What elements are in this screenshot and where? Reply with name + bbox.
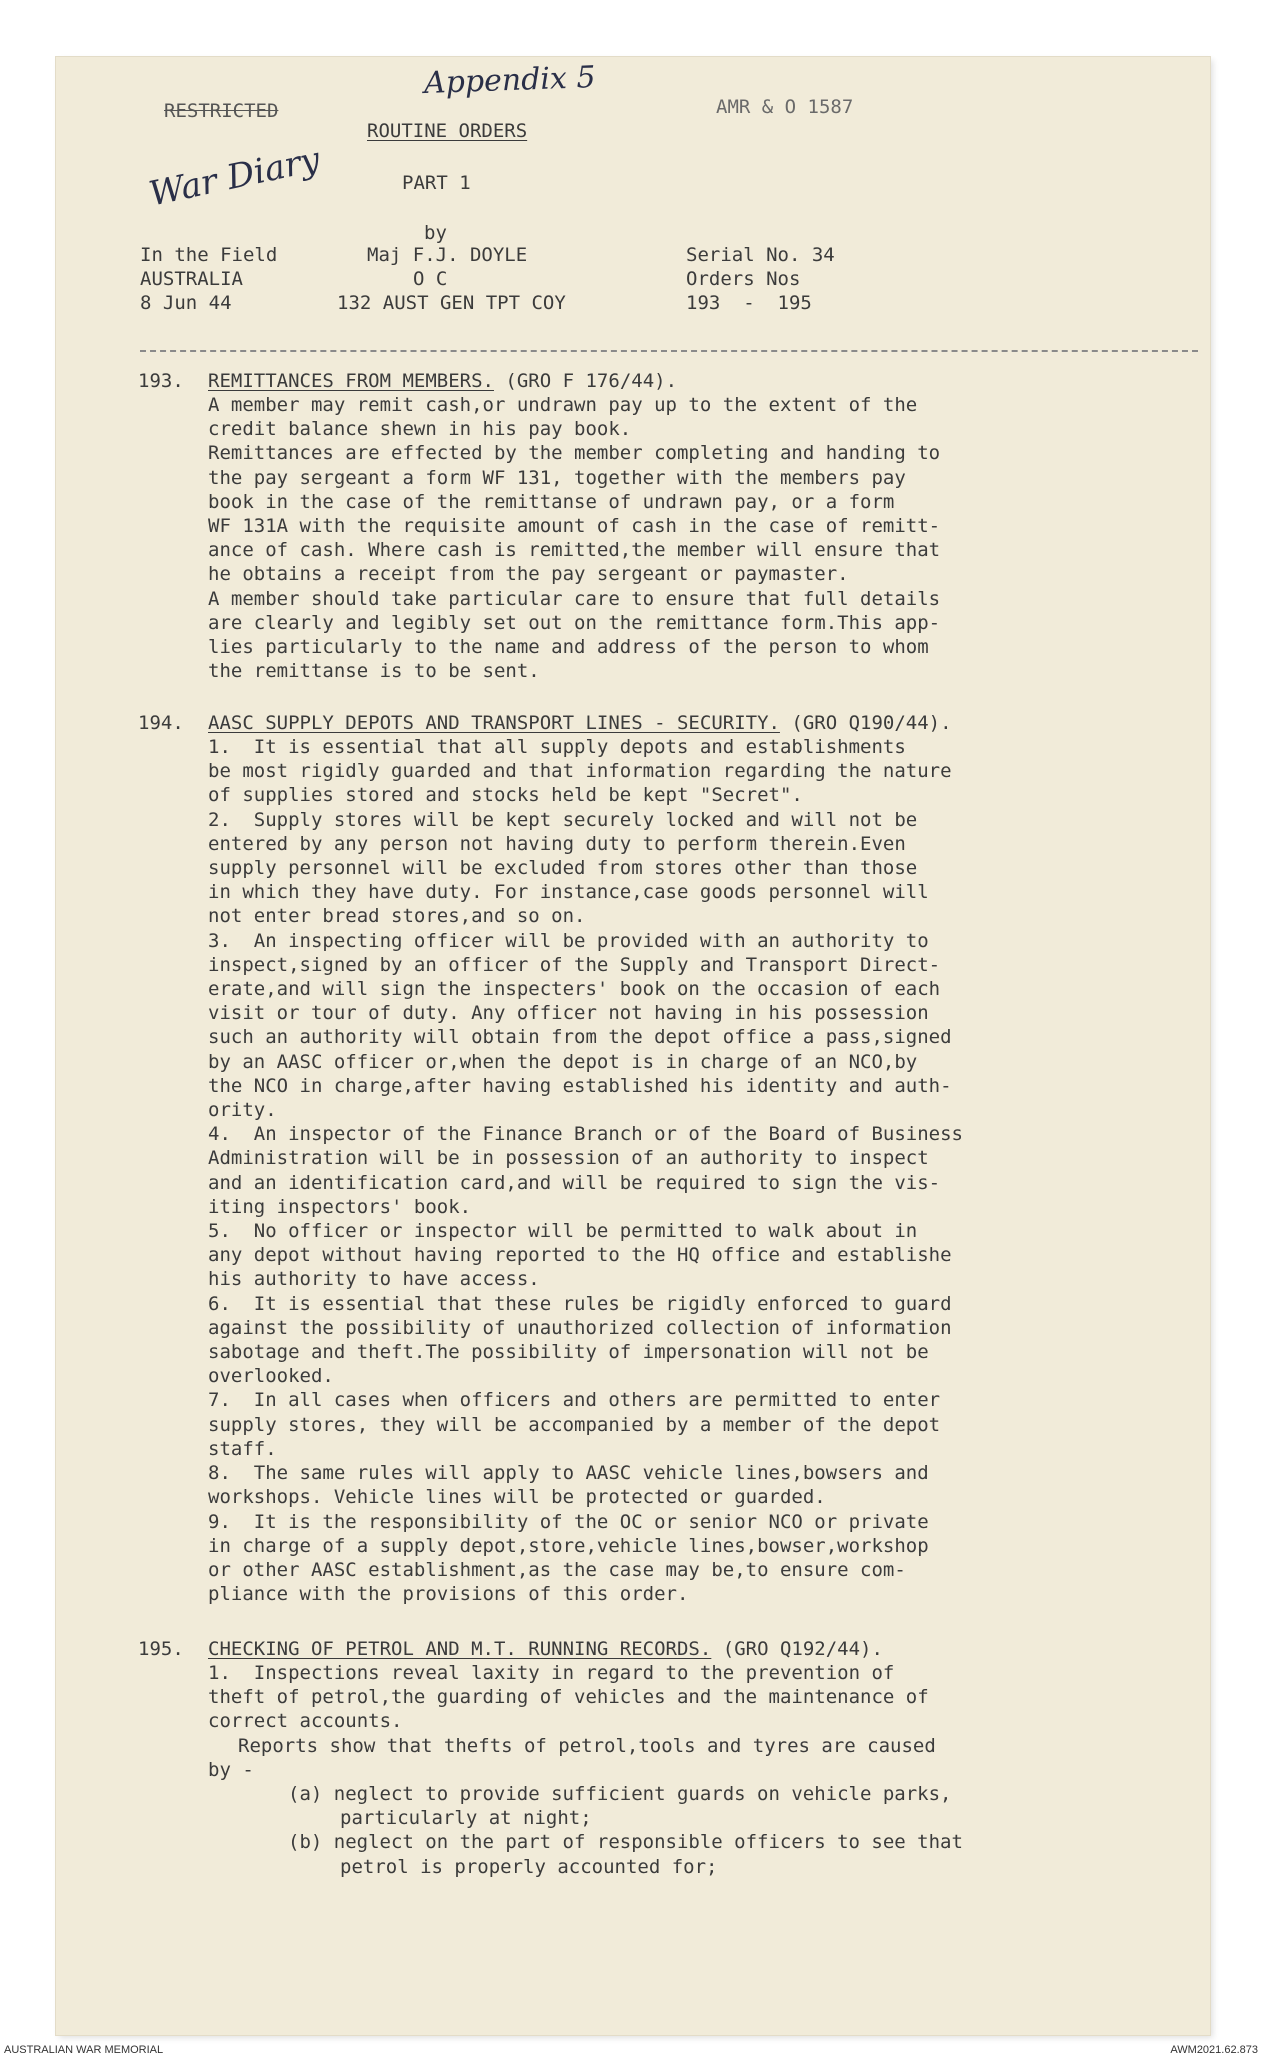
body-line: and an identification card,and will be required to sign the vis- bbox=[208, 1171, 941, 1194]
order-reference: (GRO Q192/44). bbox=[711, 1638, 883, 1660]
list-item-label: (a) bbox=[288, 1783, 323, 1806]
handwritten-war-diary: War Diary bbox=[145, 139, 324, 215]
header-divider bbox=[140, 350, 1198, 352]
body-line: by - bbox=[208, 1758, 254, 1781]
body-line: entered by any person not having duty to perform therein.Even bbox=[208, 832, 906, 855]
order-number: 195. bbox=[138, 1638, 184, 1660]
body-line: book in the case of the remittanse of undrawn pay, or a form bbox=[208, 490, 895, 513]
body-line: inspect,signed by an officer of the Supply and Transport Direct- bbox=[208, 953, 941, 976]
orders-label: Orders Nos bbox=[686, 268, 801, 290]
order-title bbox=[208, 1637, 883, 1661]
body-line: the NCO in charge,after having established his identity and auth- bbox=[208, 1074, 952, 1097]
location-line: In the Field bbox=[140, 244, 278, 266]
document-title: ROUTINE ORDERS bbox=[367, 120, 528, 142]
footer-right: AWM2021.62.873 bbox=[1170, 2044, 1258, 2056]
body-line: not enter bread stores,and so on. bbox=[208, 905, 586, 928]
body-line: WF 131A with the requisite amount of cash in the case of remitt- bbox=[208, 515, 941, 538]
orders-range: 193 - 195 bbox=[686, 292, 812, 314]
order-body bbox=[208, 393, 1148, 683]
body-line: 1. It is essential that all supply depots and establishments bbox=[208, 736, 906, 758]
body-line: Reports show that thefts of petrol,tools and tyres are caused bbox=[238, 1734, 936, 1757]
order-reference: (GRO F 176/44). bbox=[493, 370, 678, 392]
officer-role: O C bbox=[413, 268, 448, 290]
footer-left: AUSTRALIAN WAR MEMORIAL bbox=[4, 2044, 164, 2056]
handwritten-appendix: Appendix 5 bbox=[423, 60, 597, 101]
order-number: 193. bbox=[138, 370, 184, 392]
body-line: pliance with the provisions of this order. bbox=[208, 1583, 689, 1606]
list-item-continuation: petrol is properly accounted for; bbox=[340, 1855, 718, 1878]
order-title-text: REMITTANCES FROM MEMBERS. bbox=[208, 370, 494, 392]
body-line: in which they have duty. For instance,case goods personnel will bbox=[208, 881, 929, 904]
body-line: his authority to have access. bbox=[208, 1268, 540, 1291]
body-line: such an authority will obtain from the depot office a pass,signed bbox=[208, 1026, 952, 1049]
body-line: sabotage and theft.The possibility of impersonation will not be bbox=[208, 1341, 929, 1364]
order-body bbox=[208, 1661, 1148, 1879]
body-line: credit balance shewn in his pay book. bbox=[208, 418, 632, 441]
body-line: Remittances are effected by the member completing and handing to bbox=[208, 442, 941, 465]
body-line: supply personnel will be excluded from stores other than those bbox=[208, 857, 918, 880]
body-line: of supplies stored and stocks held be kept "Secret". bbox=[208, 784, 803, 807]
body-line: iting inspectors' book. bbox=[208, 1195, 472, 1218]
body-line: 6. It is essential that these rules be rigidly enforced to guard bbox=[208, 1292, 952, 1315]
body-line: by an AASC officer or,when the depot is in charge of an NCO,by bbox=[208, 1050, 918, 1073]
body-line: he obtains a receipt from the pay sergeant or paymaster. bbox=[208, 563, 849, 586]
order-title-text: AASC SUPPLY DEPOTS AND TRANSPORT LINES - SECURITY. bbox=[208, 712, 780, 734]
body-line: are clearly and legibly set out on the remittance form.This app- bbox=[208, 611, 941, 634]
body-line: or other AASC establishment,as the case may be,to ensure com- bbox=[208, 1558, 906, 1581]
body-line: A member may remit cash,or undrawn pay up to the extent of the bbox=[208, 394, 918, 416]
body-line: visit or tour of duty. Any officer not having in his possession bbox=[208, 1002, 929, 1025]
list-item-continuation: particularly at night; bbox=[340, 1807, 592, 1830]
body-line: against the possibility of unauthorized collection of information bbox=[208, 1316, 952, 1339]
part-label: PART 1 bbox=[402, 172, 471, 194]
body-line: the pay sergeant a form WF 131, together with the members pay bbox=[208, 466, 906, 489]
body-line: A member should take particular care to ensure that full details bbox=[208, 587, 941, 610]
document-reference: AMR & O 1587 bbox=[716, 96, 854, 118]
body-line: supply stores, they will be accompanied by a member of the depot bbox=[208, 1413, 941, 1436]
order-body bbox=[208, 735, 1148, 1606]
country-line: AUSTRALIA bbox=[140, 268, 243, 290]
body-line: overlooked. bbox=[208, 1365, 334, 1388]
body-line: 3. An inspecting officer will be provided with an authority to bbox=[208, 929, 929, 952]
order-title-text: CHECKING OF PETROL AND M.T. RUNNING RECORDS. bbox=[208, 1638, 712, 1660]
list-item bbox=[208, 1830, 1148, 1854]
body-line: staff. bbox=[208, 1437, 277, 1460]
date-line: 8 Jun 44 bbox=[140, 292, 232, 314]
body-line: theft of petrol,the guarding of vehicles and the maintenance of bbox=[208, 1686, 929, 1709]
order-number: 194. bbox=[138, 712, 184, 734]
body-line: 8. The same rules will apply to AASC vehicle lines,bowsers and bbox=[208, 1462, 929, 1485]
document-page bbox=[56, 57, 1210, 2035]
body-line: Administration will be in possession of an authority to inspect bbox=[208, 1147, 929, 1170]
unit-name: 132 AUST GEN TPT COY bbox=[337, 292, 566, 314]
body-line: 5. No officer or inspector will be permitted to walk about in bbox=[208, 1220, 918, 1243]
body-line: 4. An inspector of the Finance Branch or of the Board of Business bbox=[208, 1123, 963, 1146]
body-line: correct accounts. bbox=[208, 1710, 403, 1733]
body-line: 2. Supply stores will be kept securely locked and will not be bbox=[208, 808, 918, 831]
list-item bbox=[208, 1782, 1148, 1806]
order-reference: (GRO Q190/44). bbox=[779, 712, 952, 734]
body-line: lies particularly to the name and address of the person to whom bbox=[208, 636, 929, 659]
body-line: 9. It is the responsibility of the OC or senior NCO or private bbox=[208, 1510, 929, 1533]
officer-name: Maj F.J. DOYLE bbox=[367, 244, 528, 266]
body-line: the remittanse is to be sent. bbox=[208, 660, 540, 683]
order-title bbox=[208, 711, 952, 735]
body-line: in charge of a supply depot,store,vehicle lines,bowser,workshop bbox=[208, 1534, 929, 1557]
body-line: 7. In all cases when officers and others are permitted to enter bbox=[208, 1389, 941, 1412]
list-item-text: neglect on the part of responsible officers to see that bbox=[333, 1831, 963, 1854]
body-line: ance of cash. Where cash is remitted,the member will ensure that bbox=[208, 539, 941, 562]
list-item-text: neglect to provide sufficient guards on vehicle parks, bbox=[333, 1783, 952, 1806]
order-title bbox=[208, 369, 677, 393]
by-label: by bbox=[424, 222, 447, 244]
body-line: ority. bbox=[208, 1099, 277, 1122]
restricted-stamp: RESTRICTED bbox=[164, 100, 279, 122]
body-line: erate,and will sign the inspecters' book on the occasion of each bbox=[208, 978, 941, 1001]
body-line: be most rigidly guarded and that information regarding the nature bbox=[208, 760, 952, 783]
body-line: any depot without having reported to the HQ office and establishe bbox=[208, 1244, 952, 1267]
body-line: 1. Inspections reveal laxity in regard to the prevention of bbox=[208, 1662, 895, 1684]
list-item-label: (b) bbox=[288, 1831, 323, 1854]
serial-number: Serial No. 34 bbox=[686, 244, 835, 266]
body-line: workshops. Vehicle lines will be protected or guarded. bbox=[208, 1486, 826, 1509]
